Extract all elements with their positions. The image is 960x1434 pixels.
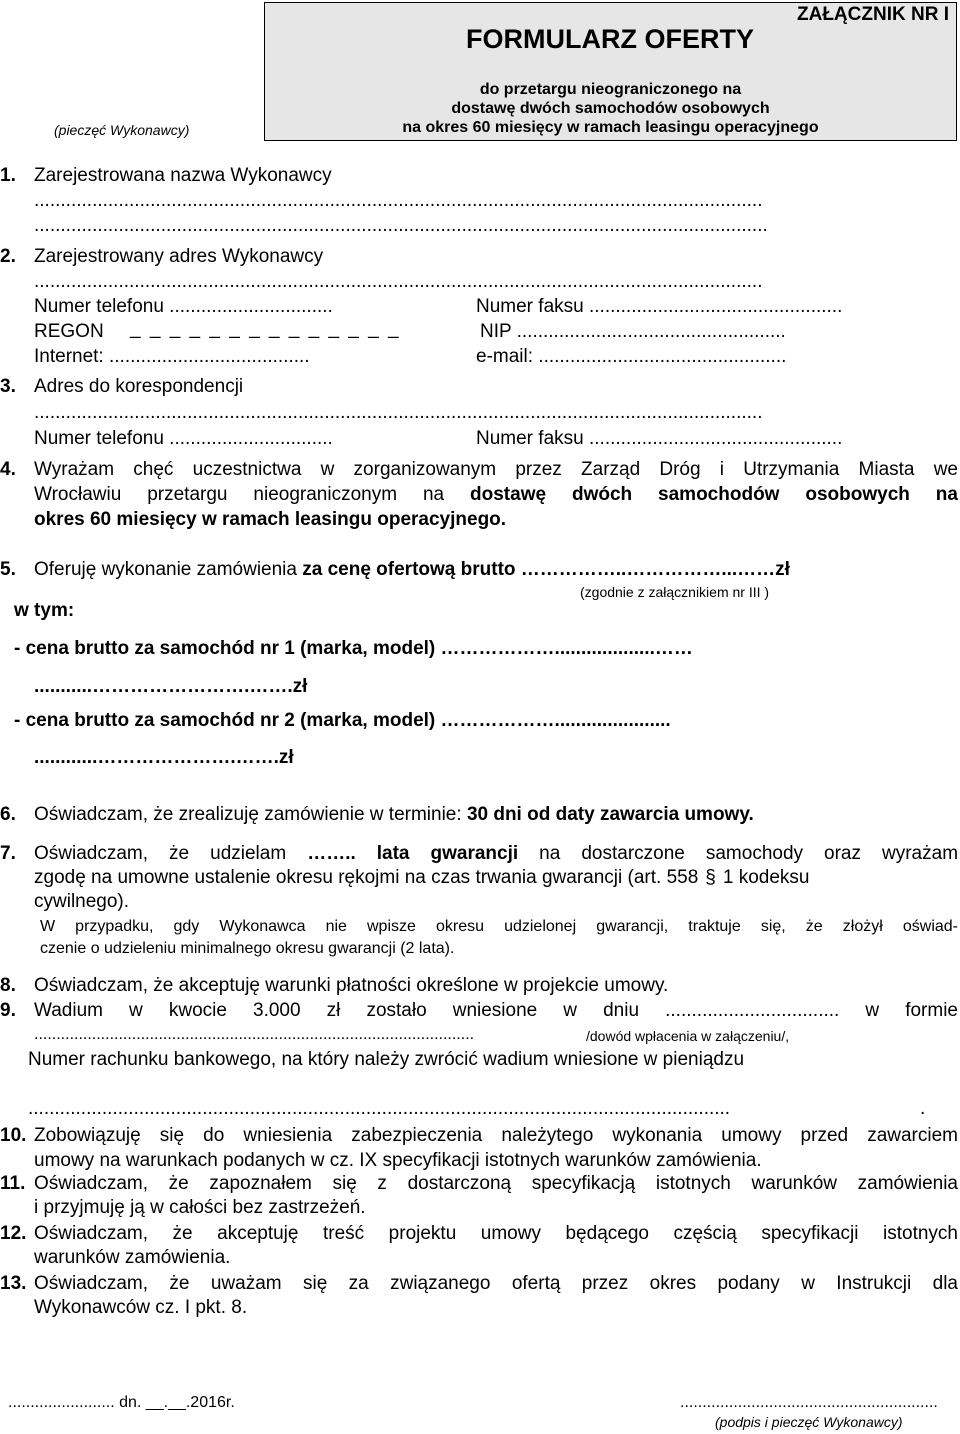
section-6-line <box>34 804 754 826</box>
section-12-line: warunków zamówienia. <box>34 1247 231 1268</box>
section-number: 4. <box>0 459 16 480</box>
section-10-line: Zobowiązuję się do wniesienia zabezpieczenia należytego wykonania umowy przed zawarciem <box>34 1125 958 1146</box>
warranty-note: W przypadku, gdy Wykonawca nie wpisze okresu udzielonej gwarancji, traktuje się, że złożył oświad- <box>40 918 958 935</box>
section-5-line <box>34 559 790 581</box>
correspondence-field-line[interactable]: .......................................................................................................................................... <box>34 402 763 423</box>
section-11-line: Oświadczam, że zapoznałem się z dostarczoną specyfikacją istotnych warunków zamówienia <box>34 1173 958 1194</box>
subtitle-line: dostawę dwóch samochodów osobowych <box>451 100 770 117</box>
section-12-line: Oświadczam, że akceptuję treść projektu umowy będącego częścią specyfikacji istotnych <box>34 1223 958 1244</box>
page-title: FORMULARZ OFERTY <box>466 24 754 54</box>
car-1-line <box>14 638 693 660</box>
section-10-line: umowy na warunkach podanych w cz. IX specyfikacji istotnych warunków zamówienia. <box>34 1150 762 1171</box>
section-sign-icon: § <box>705 867 716 888</box>
section-7-text: Oświadczam, że udzielam <box>34 843 308 864</box>
section-4-bold: okres 60 miesięcy w ramach leasingu operacyjnego. <box>34 509 507 530</box>
section-11-line: i przyjmuję ją w całości bez zastrzeżeń. <box>34 1197 366 1218</box>
section-6-bold: 30 dni od daty zawarcia umowy. <box>466 804 754 825</box>
phone-field[interactable]: Numer telefonu ............................... <box>34 428 333 449</box>
section-7-text: 1 kodeksu <box>722 867 810 888</box>
section-5-text: Oferuję wykonanie zamówienia <box>34 559 303 580</box>
section-13-line: Wykonawców cz. I pkt. 8. <box>34 1297 248 1318</box>
section-number: 3. <box>0 376 16 397</box>
section-7-text: zgodę na umowne ustalenie okresu rękojmi na czas trwania gwarancji (art. 558 <box>34 867 699 888</box>
form-subtitle <box>264 80 957 137</box>
section-7-line <box>34 843 958 865</box>
fax-field[interactable]: Numer faksu ................................................ <box>476 428 843 449</box>
section-9-line: Wadium w kwocie 3.000 zł zostało wniesione w dniu ................................. w formie <box>34 1000 958 1021</box>
bank-account-label: Numer rachunku bankowego, na który należy zwrócić wadium wniesione w pieniądzu <box>28 1049 745 1070</box>
price-note: (zgodnie z załącznikiem nr III ) <box>580 584 770 600</box>
subtitle-line: na okres 60 miesięcy w ramach leasingu operacyjnego <box>402 119 819 136</box>
subtitle-line: do przetargu nieograniczonego na <box>479 81 742 98</box>
section-number: 6. <box>0 804 16 825</box>
section-number: 1. <box>0 165 16 186</box>
regon-label: REGON <box>34 321 104 342</box>
section-7-line: cywilnego). <box>34 891 130 912</box>
signature-label: (podpis i pieczęć Wykonawcy) <box>715 1414 903 1430</box>
car-1-model-field[interactable]: ………………...................…… <box>440 638 693 659</box>
name-field-line-2[interactable]: ........................................................................................................................................... <box>34 215 768 236</box>
bank-account-end: . <box>920 1098 926 1119</box>
warranty-note: czenie o udzieleniu minimalnego okresu gwarancji (2 lata). <box>40 940 455 957</box>
phone-field[interactable]: Numer telefonu ............................... <box>34 296 333 317</box>
section-4-text: Wrocławiu przetargu nieograniczonym na <box>34 484 471 505</box>
section-13-line: Oświadczam, że uważam się za związanego ofertą przez okres podany w Instrukcji dla <box>34 1273 958 1294</box>
signing-date-field[interactable]: ........................ dn. __.__.2016r. <box>8 1394 235 1411</box>
car-1-label: - cena brutto za samochód nr 1 (marka, model) <box>14 638 441 659</box>
internet-field[interactable]: Internet: ...................................... <box>34 346 310 367</box>
regon-field[interactable]: _ _ _ _ _ _ _ _ _ _ _ _ _ _ <box>130 318 401 339</box>
car-2-label: - cena brutto za samochód nr 2 (marka, model) <box>14 710 441 731</box>
address-field-line[interactable]: .......................................................................................................................................... <box>34 271 763 292</box>
section-number: 9. <box>0 1000 16 1021</box>
section-number: 11. <box>0 1173 26 1194</box>
bank-account-field[interactable]: ..................................................................................................................................... <box>28 1098 731 1119</box>
section-label: Adres do korespondencji <box>34 376 244 397</box>
price-total-field[interactable]: ……………..……………...……zł <box>515 559 790 580</box>
wadium-form-field[interactable]: ................................................................................................... <box>34 1026 475 1043</box>
wadium-proof-note: /dowód wpłacenia w załączeniu/, <box>586 1028 790 1044</box>
fax-field[interactable]: Numer faksu ................................................ <box>476 296 843 317</box>
section-number: 7. <box>0 843 16 864</box>
section-5-bold: za cenę ofertową brutto <box>302 559 516 580</box>
section-4-line <box>34 484 958 506</box>
stamp-label: (pieczęć Wykonawcy) <box>54 122 190 138</box>
car-2-line <box>14 710 671 732</box>
name-field-line-1[interactable]: .......................................................................................................................................... <box>34 190 763 211</box>
section-number: 8. <box>0 975 16 996</box>
section-label: Zarejestrowany adres Wykonawcy <box>34 246 324 267</box>
section-4-line: Wyrażam chęć uczestnictwa w zorganizowanym przez Zarząd Dróg i Utrzymania Miasta we <box>34 459 958 480</box>
section-number: 10. <box>0 1125 27 1146</box>
section-4-bold: dostawę dwóch samochodów osobowych na <box>470 484 958 505</box>
section-number: 13. <box>0 1273 27 1294</box>
car-2-model-field[interactable]: ………………...................... <box>440 710 671 731</box>
section-6-text: Oświadczam, że zrealizuję zamówienie w terminie: <box>34 804 467 825</box>
w-tym-label: w tym: <box>14 600 75 621</box>
nip-field[interactable]: NIP ................................................... <box>480 321 786 342</box>
car-2-price-field[interactable]: ............………………….…….zł <box>34 747 294 768</box>
section-number: 12. <box>0 1223 27 1244</box>
section-label: Zarejestrowana nazwa Wykonawcy <box>34 165 332 186</box>
section-number: 5. <box>0 559 16 580</box>
warranty-field[interactable]: …….. lata gwarancji <box>307 843 519 864</box>
car-1-price-field[interactable]: ...........…………………….…….zł <box>34 676 308 697</box>
section-7-line <box>34 867 958 889</box>
section-7-text: na dostarczone samochody oraz wyrażam <box>518 843 959 864</box>
email-field[interactable]: e-mail: ............................................... <box>476 346 787 367</box>
signature-field[interactable]: .......................................................... <box>680 1394 938 1411</box>
annex-label: ZAŁĄCZNIK NR I <box>797 4 949 25</box>
section-8-text: Oświadczam, że akceptuję warunki płatności określone w projekcie umowy. <box>34 975 669 996</box>
section-number: 2. <box>0 246 16 267</box>
